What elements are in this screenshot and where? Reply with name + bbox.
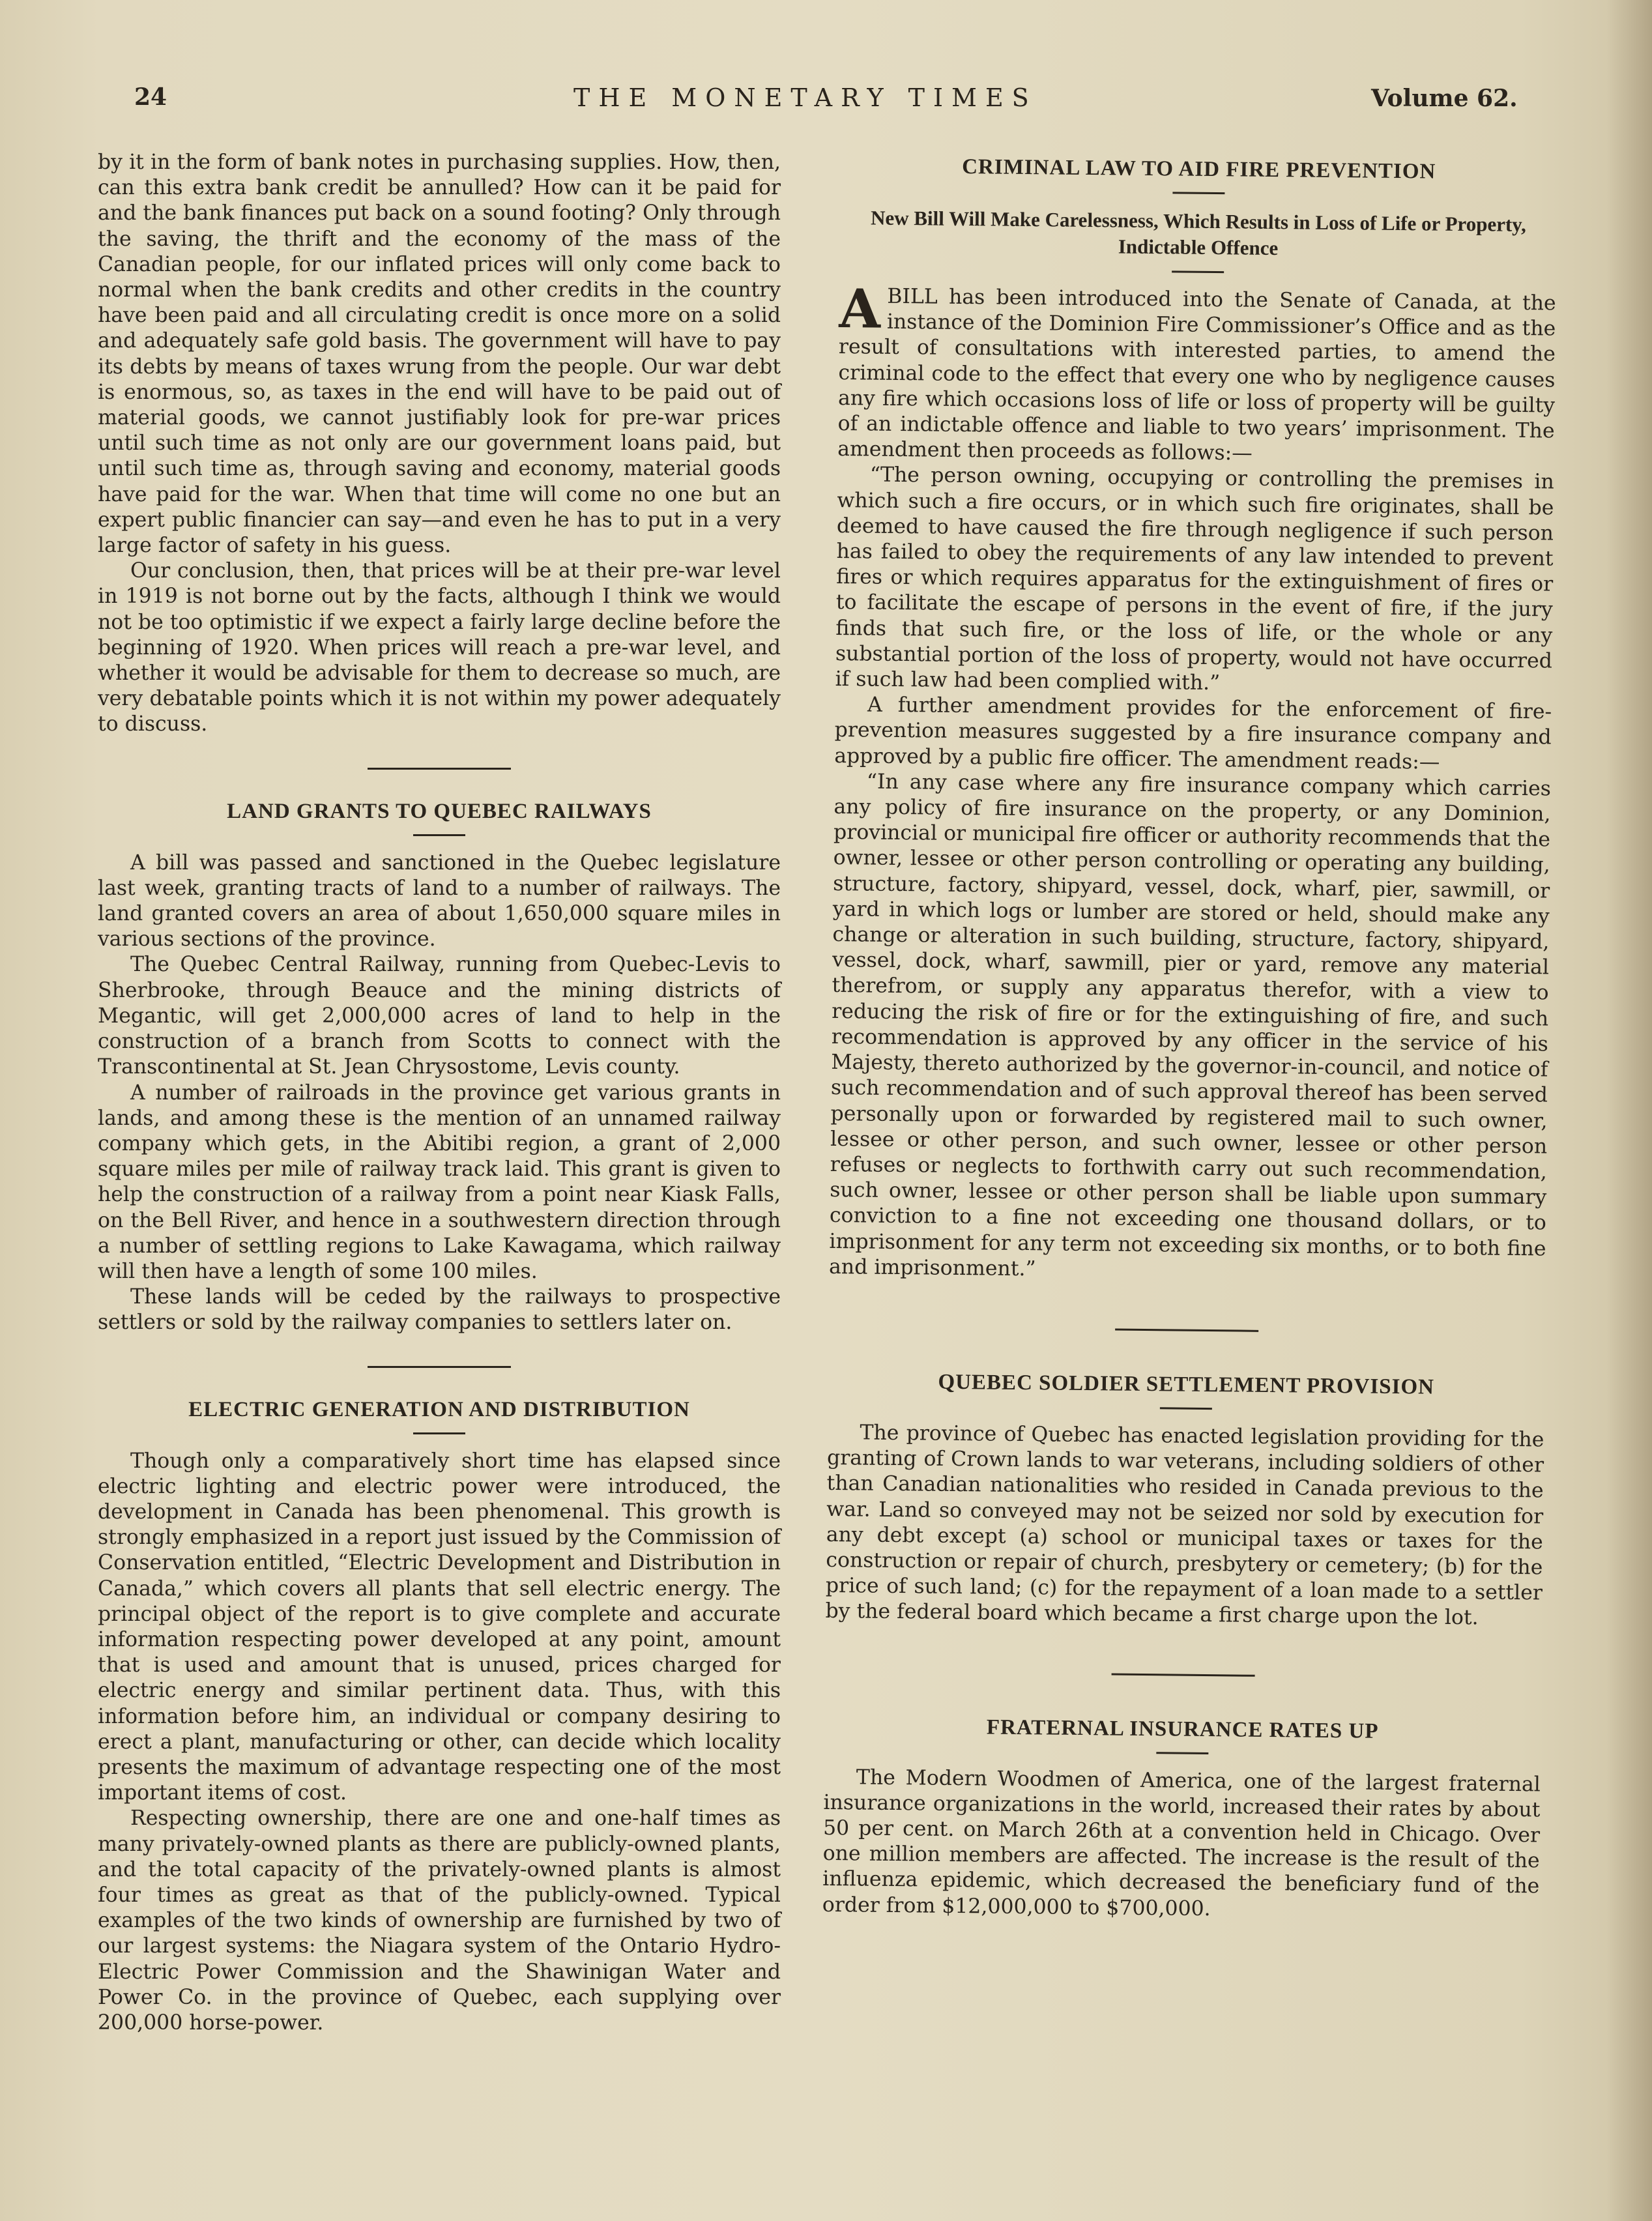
- heading-rule: [1172, 192, 1225, 194]
- drop-cap: A: [839, 277, 881, 341]
- heading-rule: [1172, 270, 1224, 273]
- heading-rule: [1160, 1407, 1212, 1410]
- criminal-quote-1: “The person owning, occupying or controlling the premises in which such a fire occurs, or in which such fire originates, shall be deemed to have caused the fire through negligence if such person has failed to obey the requirements of any law intended to prevent fires or which requires apparatus for the extinguishment of fires or to facilitate the escape of persons in the event of fire, if the jury finds that such fire, or the loss of life, or the whole or any substantial portion of the loss of property, would not have occurred if such law had been complied with.”: [835, 463, 1554, 695]
- fraternal-insurance-heading: FRATERNAL INSURANCE RATES UP: [986, 1715, 1379, 1743]
- page-header: [0, 83, 1652, 123]
- heading-rule: [1156, 1752, 1208, 1754]
- soldier-settlement-heading: QUEBEC SOLDIER SETTLEMENT PROVISION: [938, 1370, 1435, 1399]
- heading-rule: [413, 834, 465, 836]
- section-divider: [368, 768, 511, 770]
- electric-heading: ELECTRIC GENERATION AND DISTRIBUTION: [188, 1397, 690, 1421]
- section-divider: [1115, 1328, 1258, 1331]
- soldier-paragraph-1: The province of Quebec has enacted legislation providing for the granting of Crown lands to war veterans, including soldiers of other than Canadian nationalities who resided in Canada previous to the war. Land so conveyed may not be seized nor sold by execution for any debt except (a) school or municipal taxes or taxes for the construction or repair of church, presbytery or cemetery; (b) for the price of such land; (c) for the repayment of a loan made to a settler by the federal board which became a first charge upon the lot.: [825, 1421, 1544, 1630]
- criminal-paragraph-1: ABILL has been introduced into the Senate of Canada, at the instance of the Dominion Fire Commissioner’s Office and as the result of consultations with interested parties, to amend the criminal code to the effect that every one who by negligence causes any fire which occasions loss of life or loss of property will be guilty of an indictable offence and liable to two years’ imprisonment. The amendment then proceeds as follows:—: [837, 277, 1556, 465]
- right-column: [822, 154, 1558, 1925]
- criminal-quote-2: “In any case where any fire insurance company which carries any policy of fire insurance on the property, or any Dominion, provincial or municipal fire officer or authority recommends that the owner, lessee or other person controlling or operating any building, structure, factory, shipyard, vessel, dock, wharf, pier, sawmill, or yard in which logs or lumber are stored or held, should make any change or alteration in such building, structure, factory, shipyard, vessel, dock, wharf, sawmill, pier or yard, remove any material therefrom, or supply any apparatus therefor, with a view to reducing the risk of fire or for the extinguishing of fire, and such recommendation is approved by any officer in the service of his Majesty, thereto authorized by the governor-in-council, and notice of such recommendation and of such approval thereof has been served personally upon or forwarded by registered mail to such owner, lessee or other person, and such owner, lessee or other person refuses or neglects to forthwith carry out such recommendation, such owner, lessee or other person shall be liable upon summary conviction to a fine not exceeding one thousand dollars, or to imprisonment for any term not exceeding six months, or to both fine and imprisonment.”: [828, 770, 1552, 1281]
- land-paragraph-3: A number of railroads in the province get various grants in lands, and among these is the mention of an unnamed railway company which gets, in the Abitibi region, a grant of 2,000 square miles per mile of railway track laid. This grant is given to help the construction of a railway from a point near Kiask Falls, on the Bell River, and hence in a southwestern direction through a number of settling regions to Lake Kawagama, which railway will then have a length of some 100 miles.: [98, 1081, 781, 1283]
- criminal-law-heading: CRIMINAL LAW TO AID FIRE PREVENTION: [961, 154, 1436, 184]
- left-column: [98, 150, 781, 2036]
- intro-paragraph-1: by it in the form of bank notes in purchasing supplies. How, then, can this extra bank credit be annulled? How can it be paid for and the bank finances put back on a sound footing? Only through the saving, the thrift and the economy of the mass of the Canadian people, for our inflated prices will only come back to normal when the bank credits and other credits in the country have been paid and all circulating credit is once more on a solid and adequately safe gold basis. The government will have to pay its debts by means of taxes wrung from the people. Our war debt is enormous, so, as taxes in the end will have to be paid out of material goods, we cannot justifiably look for pre-war prices until such time as not only are our government loans paid, but until such time as, through saving and economy, material goods have paid for the war. When that time will come no one but an expert public financier can say—and even he has to put in a very large factor of safety in his guess.: [98, 151, 781, 558]
- criminal-paragraph-2: A further amendment provides for the enforcement of fire-prevention measures suggested by a fire insurance company and approved by a public fire officer. The amendment reads:—: [834, 693, 1552, 774]
- section-divider: [368, 1366, 511, 1368]
- land-paragraph-1: A bill was passed and sanctioned in the Quebec legislature last week, granting tracts of land to a number of railways. The land granted covers an area of about 1,650,000 square miles in various sections of the province.: [98, 850, 781, 951]
- electric-paragraph-2: Respecting ownership, there are one and one-half times as many privately-owned plants as there are publicly-owned plants, and the total capacity of the privately-owned plants is almost four times as great as that of the publicly-owned. Typical examples of the two kinds of ownership are furnished by two of our largest systems: the Niagara system of the Ontario Hydro-Electric Power Commission and the Shawinigan Water and Power Co. in the province of Quebec, each supplying over 200,000 horse-power.: [98, 1807, 781, 2035]
- criminal-law-subheading: New Bill Will Make Carelessness, Which Results in Loss of Life or Property, Indictable Offence: [870, 206, 1527, 260]
- electric-paragraph-1: Though only a comparatively short time has elapsed since electric lighting and electric power were introduced, the development in Canada has been phenomenal. This growth is strongly emphasized in a report just issued by the Commission of Conservation entitled, “Electric Development and Distribution in Canada,” which covers all plants that sell electric energy. The principal object of the report is to give complete and accurate information respecting power developed at any point, amount that is used and amount that is unused, prices charged for electric energy and similar pertinent data. Thus, with this information before him, an individual or company desiring to erect a plant, manufacturing or other, can decide which locality presents the maximum of advantage respecting one of the most important items of cost.: [98, 1449, 781, 1805]
- intro-paragraph-2: Our conclusion, then, that prices will be at their pre-war level in 1919 is not borne out by the facts, although I think we would not be too optimistic if we expect a fairly large decline before the beginning of 1920. When prices will reach a pre-war level, and whether it would be advisable for them to decrease so much, are very debatable points which it is not within my power adequately to discuss.: [98, 559, 781, 736]
- fraternal-paragraph-1: The Modern Woodmen of America, one of the largest fraternal insurance organizations in the world, increased their rates by about 50 per cent. on March 26th at a convention held in Chicago. Over one million members are affected. The increase is the result of the influenza epidemic, which decreased the beneficiary fund of the order from $12,000,000 to $700,000.: [822, 1765, 1541, 1921]
- page-edge-shadow: [1606, 0, 1652, 2221]
- land-paragraph-4: These lands will be ceded by the railways to prospective settlers or sold by the railway companies to settlers later on.: [98, 1285, 781, 1335]
- section-divider: [1112, 1673, 1255, 1676]
- land-grants-heading: LAND GRANTS TO QUEBEC RAILWAYS: [227, 799, 652, 823]
- land-paragraph-2: The Quebec Central Railway, running from Quebec-Levis to Sherbrooke, through Beauce and the mining districts of Megantic, will get 2,000,000 acres of land to help in the construction of a branch from Scotts to connect with the Transcontinental at St. Jean Chrysostome, Levis county.: [98, 953, 781, 1079]
- masthead: THE MONETARY TIMES: [573, 83, 1037, 112]
- heading-rule: [413, 1432, 465, 1434]
- page-number: 24: [134, 83, 167, 111]
- volume-label: Volume 62.: [1371, 85, 1518, 112]
